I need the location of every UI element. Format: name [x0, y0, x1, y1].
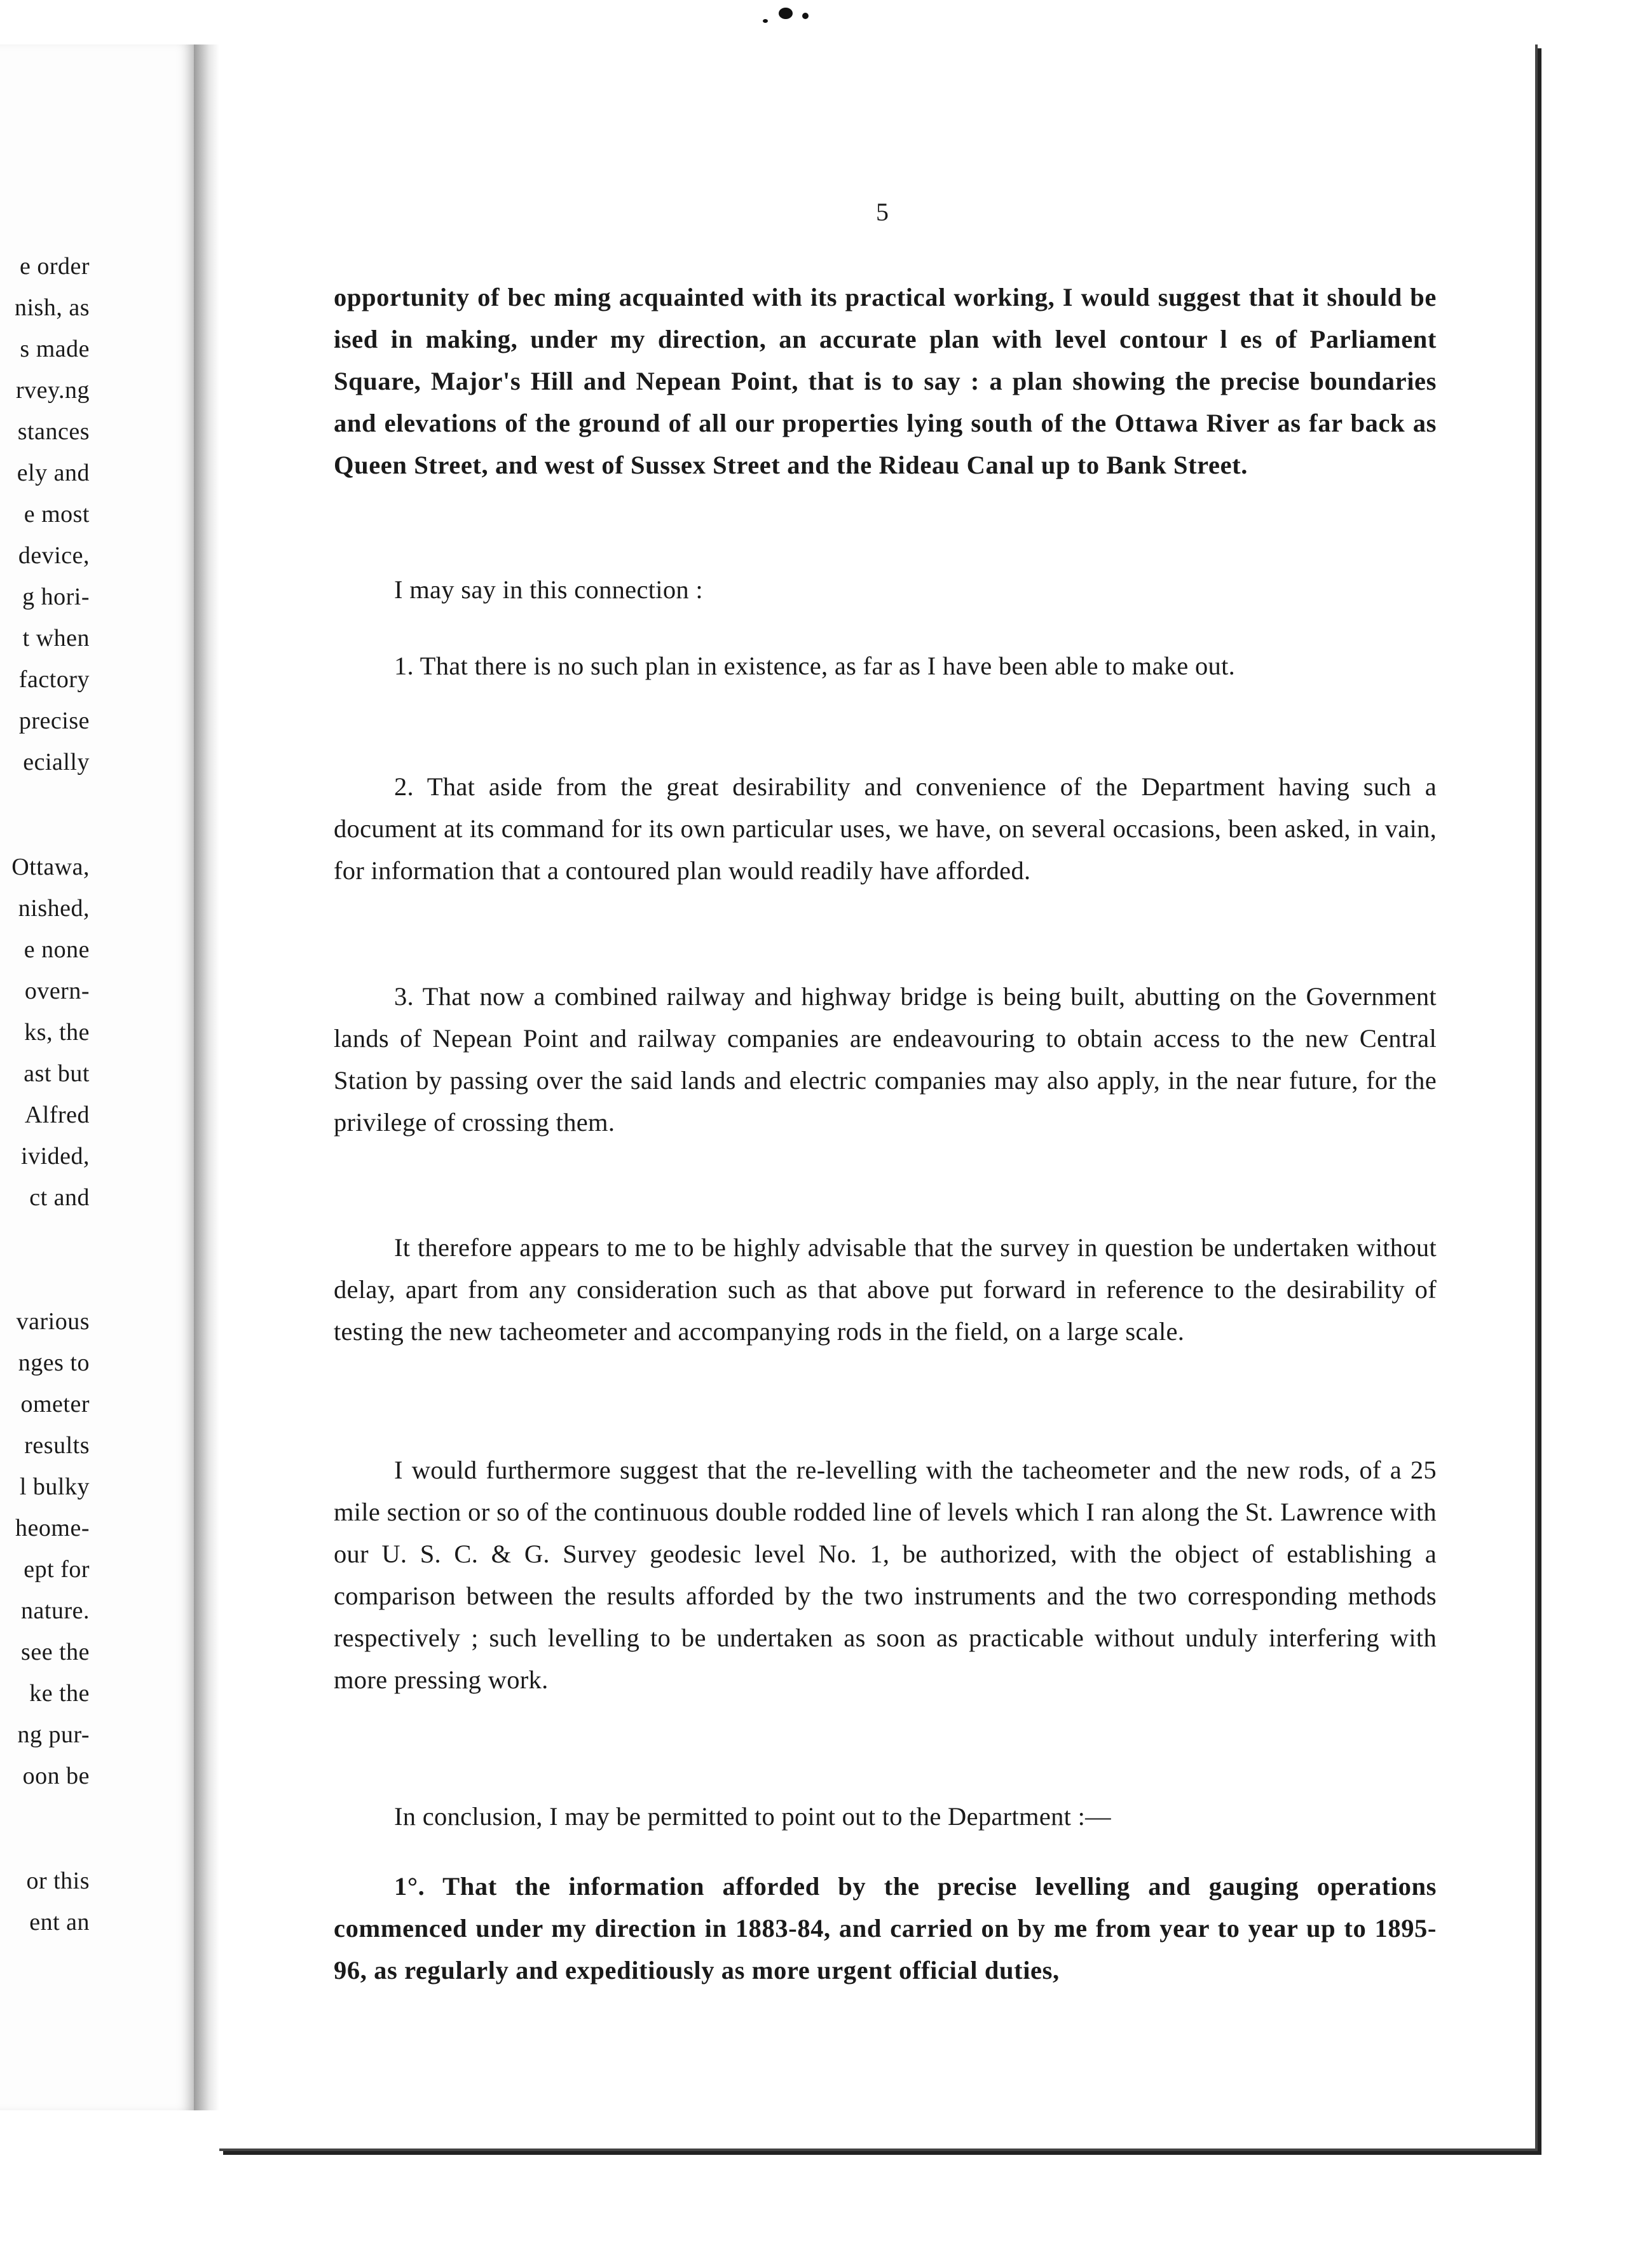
fragment-line: nished,: [18, 895, 90, 922]
previous-page-fragment: [0, 44, 196, 2110]
paragraph-text: It therefore appears to me to be highly advisable that the survey in question be undertaken without delay, apart from any consideration such as that above put forward in reference to the desirability of testing the new tacheometer and accompanying rods in the field, on a large scale.: [334, 1233, 1437, 1346]
fragment-line: results: [24, 1432, 90, 1459]
fragment-line: Ottawa,: [11, 854, 90, 880]
paragraph-text: 2. That aside from the great desirability and convenience of the Department having such a document at its command for its own particular uses, we have, on several occasions, been asked, in vain, for information that a contoured plan would readily have afforded.: [334, 772, 1437, 885]
fragment-line: ent an: [29, 1909, 90, 1936]
fragment-line: or this: [26, 1868, 90, 1894]
fragment-line: ept for: [24, 1556, 90, 1583]
fragment-line: see the: [21, 1639, 90, 1665]
fragment-line: ks, the: [24, 1019, 90, 1046]
document-page: [219, 44, 1538, 2151]
fragment-line: nges to: [18, 1349, 90, 1376]
paragraph-text: opportunity of bec ming acquainted with its practical working, I would suggest that it should be ised in making, under my direction, an accurate plan with level contour l es of Parliament Square, Major's Hill and Nepean Point, that is to say : a plan showing the precise boundaries and elevations of the ground of all our properties lying south of the Ottawa River as far back as Queen Street, and west of Sussex Street and the Rideau Canal up to Bank Street.: [334, 283, 1437, 479]
fragment-line: ng pur-: [17, 1721, 90, 1748]
paragraph-connection: [334, 569, 1437, 611]
paragraph-text: 1. That there is no such plan in existence, as far as I have been able to make out.: [394, 652, 1236, 680]
scan-speck: [763, 19, 768, 23]
fragment-line: t when: [22, 625, 90, 652]
fragment-line: ely and: [17, 460, 90, 486]
paragraph-point-1: [334, 645, 1437, 687]
paragraph-opening: [334, 277, 1437, 486]
fragment-line: e order: [19, 253, 90, 280]
fragment-line: stances: [17, 418, 90, 445]
fragment-line: s made: [20, 336, 90, 362]
fragment-line: e none: [24, 936, 90, 963]
paragraph-information: [334, 1866, 1437, 1991]
paragraph-point-2: [334, 766, 1437, 892]
paragraph-advisable: [334, 1227, 1437, 1353]
fragment-line: overn-: [24, 978, 90, 1004]
paragraph-text: I would furthermore suggest that the re-levelling with the tacheometer and the new rods, of a 25 mile section or so of the continuous double rodded line of levels which I ran along the St. Lawrence with our U. S. C. & G. Survey geodesic level No. 1, be authorized, with the object of establishing a comparison between the results afforded by the two instruments and the two corresponding methods respectively ; such levelling to be undertaken as soon as practicable without unduly interfering with more pressing work.: [334, 1456, 1437, 1694]
scan-top-edge: [0, 0, 1640, 38]
page-number: 5: [876, 198, 889, 226]
paragraph-text: In conclusion, I may be permitted to point out to the Department :—: [394, 1802, 1111, 1831]
paragraph-relevelling: [334, 1449, 1437, 1701]
fragment-line: precise: [18, 707, 90, 734]
fragment-line: factory: [18, 666, 90, 693]
paragraph-text: 1°. That the information afforded by the precise levelling and gauging operations commenced under my direction in 1883-84, and carried on by me from year to year up to 1895-96, as regularly and expeditiously as more urgent official duties,: [334, 1872, 1437, 1984]
fragment-line: l bulky: [19, 1473, 90, 1500]
fragment-line: ke the: [29, 1680, 90, 1707]
fragment-line: rvey.ng: [15, 377, 90, 404]
fragment-line: ast but: [24, 1060, 90, 1087]
scan-speck: [802, 13, 809, 19]
paragraph-conclusion: [334, 1796, 1437, 1838]
paragraph-point-3: [334, 976, 1437, 1144]
fragment-line: ivided,: [21, 1143, 90, 1170]
fragment-line: oon be: [22, 1763, 90, 1789]
fragment-line: ometer: [20, 1391, 90, 1418]
scan-speck: [779, 8, 793, 19]
book-gutter: [194, 44, 219, 2110]
fragment-line: various: [16, 1308, 90, 1335]
fragment-line: ct and: [29, 1184, 90, 1211]
fragment-line: ecially: [23, 749, 90, 775]
fragment-line: nature.: [21, 1597, 90, 1624]
fragment-line: device,: [18, 542, 90, 569]
fragment-line: e most: [24, 501, 90, 528]
fragment-line: nish, as: [15, 294, 90, 321]
fragment-line: heome-: [15, 1515, 90, 1541]
paragraph-text: 3. That now a combined railway and highway bridge is being built, abutting on the Government lands of Nepean Point and railway companies are endeavouring to obtain access to the new Central Station by passing over the said lands and electric companies may also apply, in the near future, for the privilege of crossing them.: [334, 982, 1437, 1137]
fragment-line: g hori-: [22, 584, 90, 610]
paragraph-text: I may say in this connection :: [394, 575, 703, 604]
fragment-line: Alfred: [24, 1102, 90, 1128]
